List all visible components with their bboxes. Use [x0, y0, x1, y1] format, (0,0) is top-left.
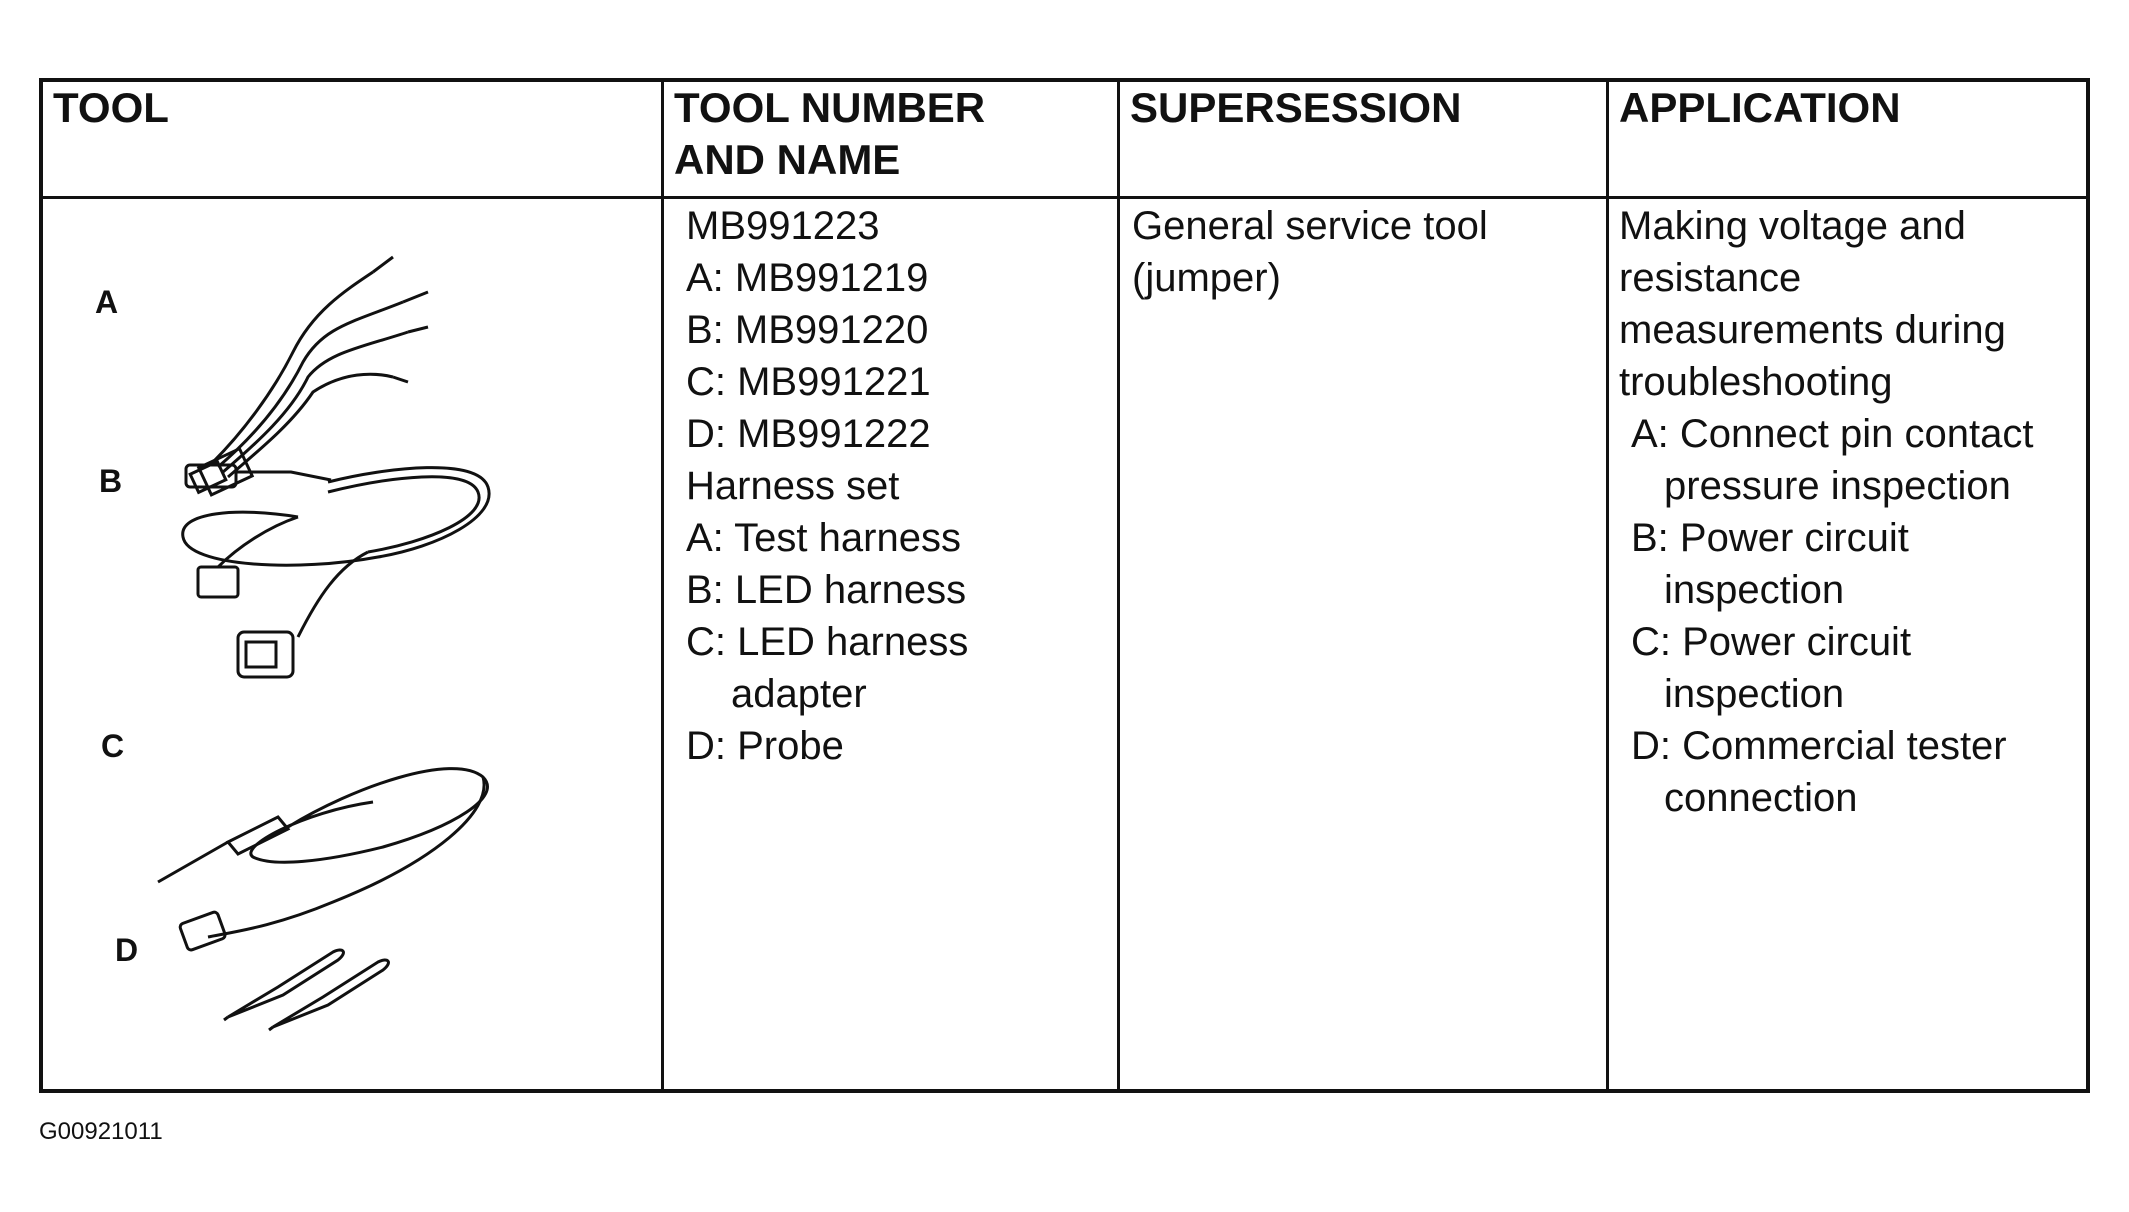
tool-name-c-cont: adapter	[731, 672, 867, 716]
application-item-b: B: Power circuit	[1631, 516, 1909, 560]
application-line: resistance	[1619, 256, 1802, 300]
application-item-a-cont: pressure inspection	[1664, 464, 2011, 508]
tool-name-a: A: Test harness	[686, 516, 961, 560]
supersession-line1: General service tool	[1132, 204, 1488, 248]
application-line: measurements during	[1619, 308, 2006, 352]
tool-number-b: B: MB991220	[686, 308, 929, 352]
header-tool-number-line1: TOOL NUMBER	[674, 84, 986, 131]
tool-name-c: C: LED harness	[686, 620, 969, 664]
tool-number-cell	[686, 200, 968, 772]
header-divider	[43, 196, 2086, 199]
tool-number-main: MB991223	[686, 204, 880, 248]
tool-name-b: B: LED harness	[686, 568, 967, 612]
tool-label-c: C	[101, 728, 125, 764]
tool-name-d: D: Probe	[686, 724, 844, 768]
supersession-line2: (jumper)	[1132, 256, 1281, 300]
application-item-a: A: Connect pin contact	[1631, 412, 2034, 456]
column-divider	[1606, 82, 1609, 1089]
application-item-c-cont: inspection	[1664, 672, 1845, 716]
tool-name-main: Harness set	[686, 464, 900, 508]
tool-label-d: D	[115, 932, 139, 968]
tool-number-c: C: MB991221	[686, 360, 931, 404]
tool-number-d: D: MB991222	[686, 412, 931, 456]
application-item-d-cont: connection	[1664, 776, 1858, 820]
header-application: APPLICATION	[1619, 84, 1901, 131]
application-line: Making voltage and	[1619, 204, 1966, 248]
application-item-d: D: Commercial tester	[1631, 724, 2007, 768]
application-item-b-cont: inspection	[1664, 568, 1845, 612]
application-cell	[1619, 200, 2033, 824]
tool-number-a: A: MB991219	[686, 256, 929, 300]
header-tool-number	[674, 82, 985, 186]
header-tool: TOOL	[53, 84, 169, 131]
tool-label-a: A	[95, 284, 119, 320]
column-divider	[1117, 82, 1120, 1089]
figure-code: G00921011	[39, 1118, 163, 1145]
column-divider	[661, 82, 664, 1089]
probe-illustration	[223, 932, 423, 1032]
application-line: troubleshooting	[1619, 360, 1893, 404]
header-supersession: SUPERSESSION	[1130, 84, 1462, 131]
led-harness-adapter-illustration	[153, 692, 503, 952]
special-tool-table	[39, 78, 2090, 1093]
header-tool-number-line2: AND NAME	[674, 136, 901, 183]
supersession-cell	[1132, 200, 1488, 304]
application-item-c: C: Power circuit	[1631, 620, 1912, 664]
tool-label-b: B	[99, 463, 123, 499]
